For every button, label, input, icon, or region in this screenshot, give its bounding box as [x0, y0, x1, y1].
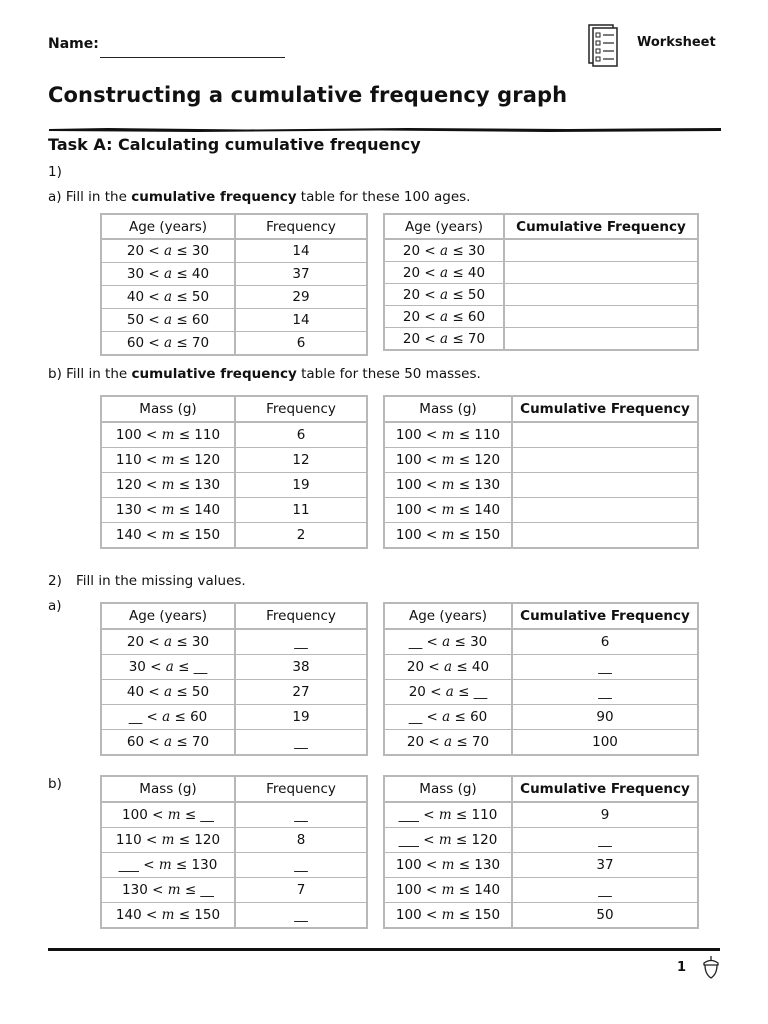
class-interval-cell: 20 < a ≤ 50	[384, 284, 504, 306]
column-header-class: Mass (g)	[384, 776, 512, 802]
value-cell: 6	[235, 332, 367, 356]
value-cell: 19	[235, 705, 367, 730]
name-field[interactable]	[100, 57, 285, 58]
data-table	[383, 395, 699, 549]
question-1-number: 1)	[48, 164, 62, 180]
question-2-number: 2)	[48, 573, 62, 589]
class-interval-cell[interactable]: 130 < m ≤ __	[101, 878, 235, 903]
table-row	[384, 730, 698, 756]
value-cell: 37	[235, 263, 367, 286]
data-table	[383, 602, 699, 756]
value-cell: 8	[235, 828, 367, 853]
class-interval-cell: 20 < a ≤ 60	[384, 306, 504, 328]
column-header-class: Age (years)	[384, 214, 504, 239]
table-row	[384, 903, 698, 929]
table-row	[101, 422, 367, 448]
worksheet-label: Worksheet	[637, 35, 716, 50]
value-cell[interactable]	[512, 523, 698, 549]
column-header-value: Frequency	[235, 396, 367, 422]
column-header-class: Mass (g)	[384, 396, 512, 422]
class-interval-cell: 100 < m ≤ 150	[384, 523, 512, 549]
column-header-class: Mass (g)	[101, 396, 235, 422]
table-row	[101, 629, 367, 655]
class-interval-cell: 100 < m ≤ 110	[101, 422, 235, 448]
column-header-value: Frequency	[235, 603, 367, 629]
table-row	[384, 523, 698, 549]
value-cell: 9	[512, 802, 698, 828]
name-label: Name:	[48, 36, 99, 52]
value-cell: 19	[235, 473, 367, 498]
table-row	[101, 680, 367, 705]
class-interval-cell[interactable]: __ < a ≤ 30	[384, 629, 512, 655]
table-row	[384, 853, 698, 878]
table-row	[384, 878, 698, 903]
table-row	[101, 523, 367, 549]
class-interval-cell: 60 < a ≤ 70	[101, 332, 235, 356]
value-cell[interactable]	[504, 306, 698, 328]
value-cell[interactable]: __	[235, 903, 367, 929]
class-interval-cell: 20 < a ≤ 40	[384, 655, 512, 680]
value-cell: 6	[512, 629, 698, 655]
question-2a-label: a)	[48, 598, 62, 614]
table-row	[101, 903, 367, 929]
value-cell[interactable]	[504, 328, 698, 351]
class-interval-cell: 20 < a ≤ 40	[384, 262, 504, 284]
table-row	[384, 328, 698, 351]
class-interval-cell: 40 < a ≤ 50	[101, 286, 235, 309]
table-row	[101, 802, 367, 828]
class-interval-cell: 100 < m ≤ 110	[384, 422, 512, 448]
value-cell: 50	[512, 903, 698, 929]
data-table	[383, 213, 699, 351]
class-interval-cell: 110 < m ≤ 120	[101, 828, 235, 853]
class-interval-cell: 20 < a ≤ 70	[384, 328, 504, 351]
value-cell: 7	[235, 878, 367, 903]
class-interval-cell: 120 < m ≤ 130	[101, 473, 235, 498]
value-cell[interactable]: __	[512, 680, 698, 705]
value-cell: 100	[512, 730, 698, 756]
value-cell: 37	[512, 853, 698, 878]
class-interval-cell: 20 < a ≤ 30	[101, 239, 235, 263]
class-interval-cell[interactable]: ___ < m ≤ 130	[101, 853, 235, 878]
class-interval-cell: 20 < a ≤ 30	[384, 239, 504, 262]
table-row	[101, 286, 367, 309]
table-row	[384, 629, 698, 655]
table-row	[384, 705, 698, 730]
data-table	[100, 395, 368, 549]
table-row	[101, 309, 367, 332]
table-row	[101, 655, 367, 680]
class-interval-cell: 20 < a ≤ 70	[384, 730, 512, 756]
table-row	[101, 473, 367, 498]
value-cell: 90	[512, 705, 698, 730]
class-interval-cell: 50 < a ≤ 60	[101, 309, 235, 332]
question-2b-label: b)	[48, 776, 62, 792]
value-cell[interactable]	[504, 239, 698, 262]
value-cell: 11	[235, 498, 367, 523]
class-interval-cell: 30 < a ≤ 40	[101, 263, 235, 286]
value-cell[interactable]: __	[235, 802, 367, 828]
table-row	[384, 498, 698, 523]
table-row	[384, 284, 698, 306]
table-row	[101, 263, 367, 286]
value-cell[interactable]: __	[512, 878, 698, 903]
value-cell: 27	[235, 680, 367, 705]
value-cell: 6	[235, 422, 367, 448]
class-interval-cell: 110 < m ≤ 120	[101, 448, 235, 473]
class-interval-cell[interactable]: ___ < m ≤ 120	[384, 828, 512, 853]
class-interval-cell[interactable]: ___ < m ≤ 110	[384, 802, 512, 828]
class-interval-cell: 100 < m ≤ 140	[384, 498, 512, 523]
class-interval-cell[interactable]: 20 < a ≤ __	[384, 680, 512, 705]
class-interval-cell: 100 < m ≤ 130	[384, 473, 512, 498]
class-interval-cell: 100 < m ≤ 130	[384, 853, 512, 878]
table-row	[101, 239, 367, 263]
acorn-icon	[700, 954, 722, 984]
table-row	[384, 262, 698, 284]
class-interval-cell: 60 < a ≤ 70	[101, 730, 235, 756]
value-cell: 14	[235, 309, 367, 332]
value-cell[interactable]	[504, 284, 698, 306]
value-cell: 38	[235, 655, 367, 680]
value-cell[interactable]: __	[235, 629, 367, 655]
value-cell: 14	[235, 239, 367, 263]
worksheet-icon	[586, 24, 628, 72]
table-row	[384, 680, 698, 705]
data-table	[100, 213, 368, 356]
value-cell[interactable]: __	[235, 853, 367, 878]
value-cell[interactable]: __	[512, 655, 698, 680]
class-interval-cell: 100 < m ≤ 120	[384, 448, 512, 473]
class-interval-cell: 40 < a ≤ 50	[101, 680, 235, 705]
question-1a-text: a) Fill in the cumulative frequency table for these 100 ages.	[48, 189, 471, 205]
class-interval-cell[interactable]: 100 < m ≤ __	[101, 802, 235, 828]
page-number: 1	[677, 960, 687, 975]
table-row	[101, 498, 367, 523]
table-row	[384, 239, 698, 262]
table-row	[101, 878, 367, 903]
value-cell: 12	[235, 448, 367, 473]
column-header-value: Cumulative Frequency	[512, 396, 698, 422]
table-row	[384, 448, 698, 473]
data-table	[383, 775, 699, 929]
value-cell[interactable]	[512, 448, 698, 473]
class-interval-cell: 100 < m ≤ 140	[384, 878, 512, 903]
table-row	[101, 448, 367, 473]
column-header-class: Age (years)	[384, 603, 512, 629]
value-cell[interactable]: __	[512, 828, 698, 853]
table-row	[384, 828, 698, 853]
column-header-class: Age (years)	[101, 603, 235, 629]
value-cell[interactable]: __	[235, 730, 367, 756]
column-header-value: Frequency	[235, 214, 367, 239]
footer-divider	[48, 948, 720, 951]
page-title: Constructing a cumulative frequency graph	[48, 83, 568, 107]
column-header-class: Age (years)	[101, 214, 235, 239]
column-header-value: Frequency	[235, 776, 367, 802]
class-interval-cell[interactable]: 30 < a ≤ __	[101, 655, 235, 680]
class-interval-cell: 140 < m ≤ 150	[101, 523, 235, 549]
value-cell[interactable]	[512, 473, 698, 498]
question-1b-text: b) Fill in the cumulative frequency table for these 50 masses.	[48, 366, 481, 382]
question-2-text: Fill in the missing values.	[76, 573, 246, 589]
table-row	[101, 828, 367, 853]
table-row	[101, 853, 367, 878]
table-row	[101, 332, 367, 356]
column-header-value: Cumulative Frequency	[512, 776, 698, 802]
table-row	[384, 306, 698, 328]
column-header-value: Cumulative Frequency	[512, 603, 698, 629]
data-table	[100, 775, 368, 929]
class-interval-cell: 130 < m ≤ 140	[101, 498, 235, 523]
value-cell[interactable]	[512, 422, 698, 448]
value-cell[interactable]	[504, 262, 698, 284]
value-cell: 29	[235, 286, 367, 309]
table-row	[101, 705, 367, 730]
class-interval-cell: 140 < m ≤ 150	[101, 903, 235, 929]
column-header-class: Mass (g)	[101, 776, 235, 802]
table-row	[101, 730, 367, 756]
task-a-heading: Task A: Calculating cumulative frequency	[48, 135, 421, 154]
value-cell[interactable]	[512, 498, 698, 523]
data-table	[100, 602, 368, 756]
table-row	[384, 655, 698, 680]
table-row	[384, 422, 698, 448]
table-row	[384, 473, 698, 498]
class-interval-cell[interactable]: __ < a ≤ 60	[101, 705, 235, 730]
class-interval-cell[interactable]: __ < a ≤ 60	[384, 705, 512, 730]
class-interval-cell: 20 < a ≤ 30	[101, 629, 235, 655]
class-interval-cell: 100 < m ≤ 150	[384, 903, 512, 929]
table-row	[384, 802, 698, 828]
value-cell: 2	[235, 523, 367, 549]
column-header-value: Cumulative Frequency	[504, 214, 698, 239]
